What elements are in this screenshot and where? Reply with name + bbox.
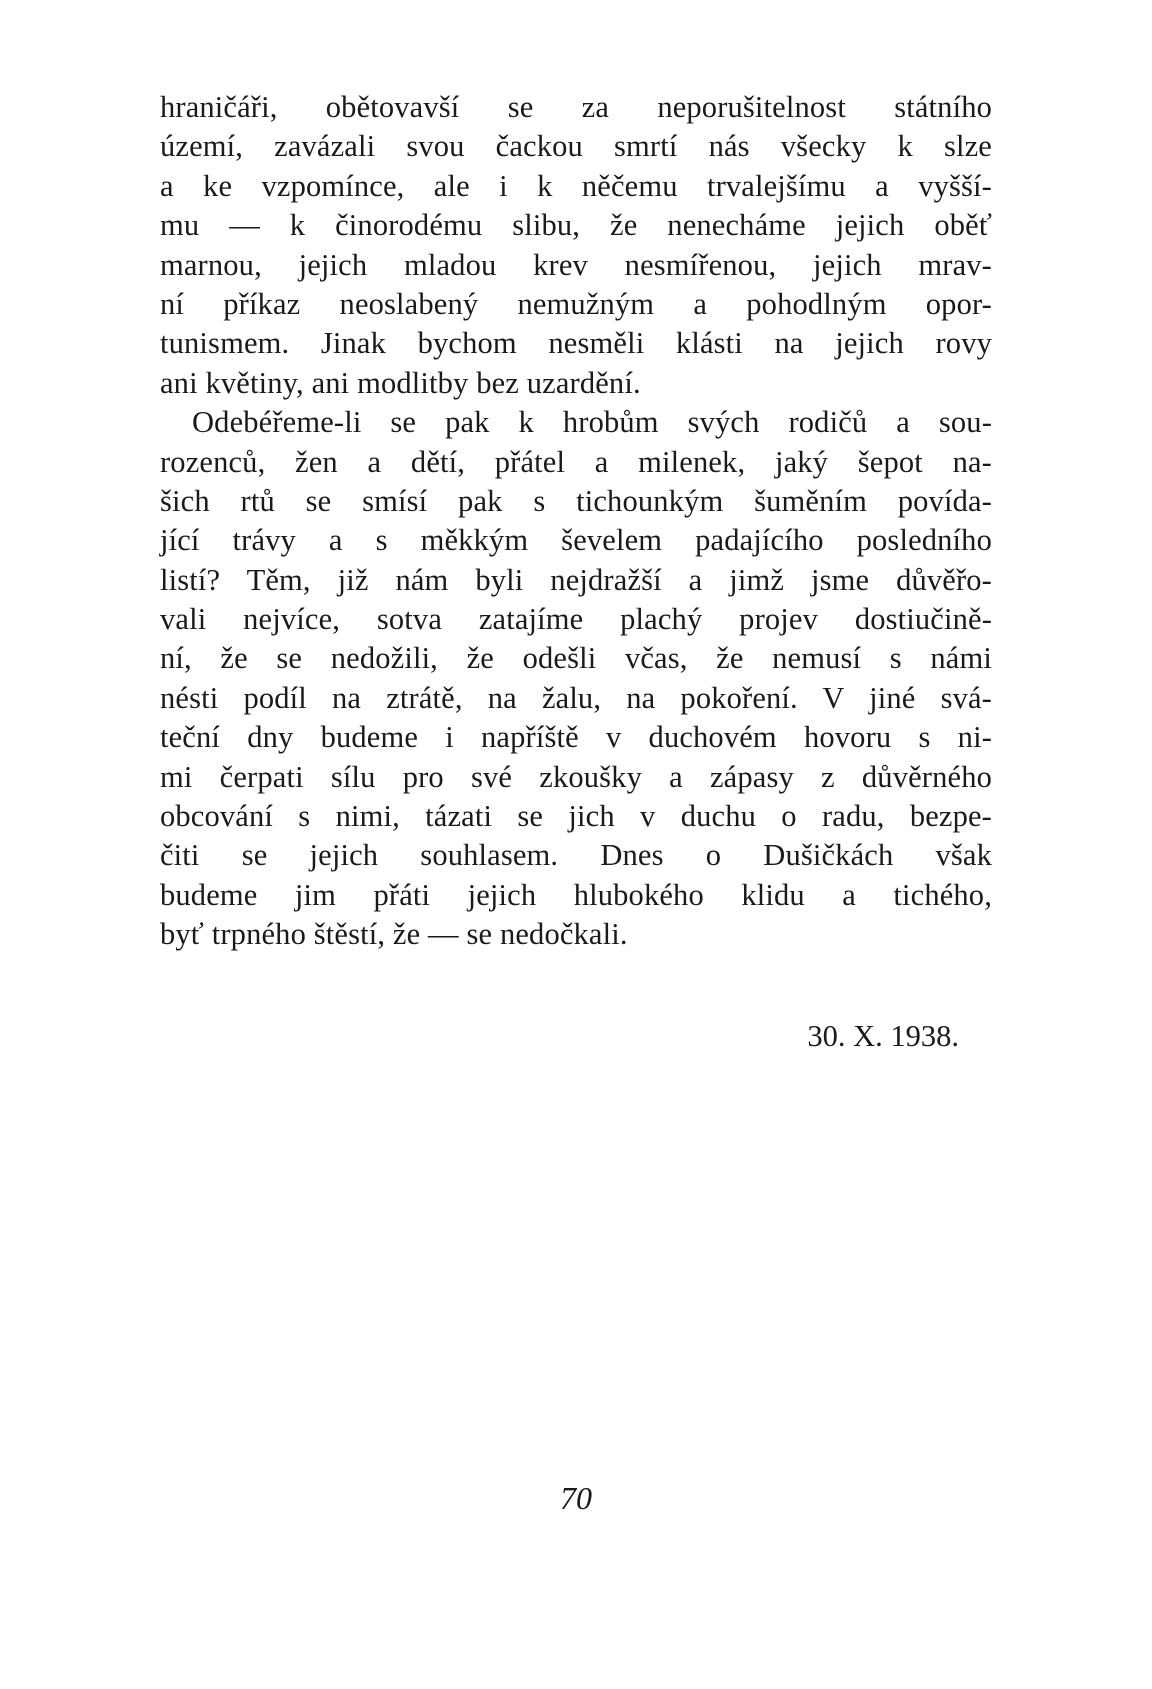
text-line: Odebéřeme-li se pak k hrobům svých rodičů a sou- bbox=[192, 405, 992, 440]
text-line: ní, že se nedožili, že odešli včas, že nemusí s námi bbox=[160, 641, 992, 676]
text-line: území, zavázali svou čackou smrtí nás všecky k slze bbox=[160, 129, 992, 164]
body-text bbox=[160, 88, 992, 955]
text-line: listí? Těm, již nám byli nejdražší a jimž jsme důvěřo- bbox=[160, 562, 992, 597]
text-line: vali nejvíce, sotva zatajíme plachý projev dostiučině- bbox=[160, 602, 992, 637]
text-line: budeme jim přáti jejich hlubokého klidu a tichého, bbox=[160, 877, 992, 912]
text-line: obcování s nimi, tázati se jich v duchu o radu, bezpe- bbox=[160, 799, 992, 834]
text-line: byť trpného štěstí, že — se nedočkali. bbox=[160, 917, 628, 952]
text-line: čiti se jejich souhlasem. Dnes o Dušičkách však bbox=[160, 838, 992, 873]
date-signature: 30. X. 1938. bbox=[807, 1019, 959, 1053]
text-line: mi čerpati sílu pro své zkoušky a zápasy z důvěrného bbox=[160, 759, 992, 794]
text-line: nésti podíl na ztrátě, na žalu, na pokoření. V jiné svá- bbox=[160, 680, 992, 715]
text-line: ani květiny, ani modlitby bez uzardění. bbox=[160, 365, 641, 400]
text-line: marnou, jejich mladou krev nesmířenou, jejich mrav- bbox=[160, 247, 992, 282]
text-line: tunismem. Jinak bychom nesměli klásti na jejich rovy bbox=[160, 326, 992, 361]
text-line: šich rtů se smísí pak s tichounkým šuměním povída- bbox=[160, 483, 992, 518]
paragraph-2 bbox=[160, 403, 992, 954]
text-line: hraničáři, obětovavší se za neporušitelnost státního bbox=[160, 90, 992, 124]
paragraph-1 bbox=[160, 88, 992, 403]
text-line: rozenců, žen a dětí, přátel a milenek, jaký šepot na- bbox=[160, 444, 992, 479]
text-line: a ke vzpomínce, ale i k něčemu trvalejšímu a vyšší- bbox=[160, 168, 992, 203]
text-line: ní příkaz neoslabený nemužným a pohodlným opor- bbox=[160, 286, 992, 321]
text-line: mu — k činorodému slibu, že nenecháme jejich oběť bbox=[160, 208, 992, 243]
text-line: teční dny budeme i napříště v duchovém hovoru s ni- bbox=[160, 720, 992, 755]
page-number: 70 bbox=[560, 1480, 592, 1516]
text-line: jící trávy a s měkkým ševelem padajícího posledního bbox=[160, 523, 992, 558]
